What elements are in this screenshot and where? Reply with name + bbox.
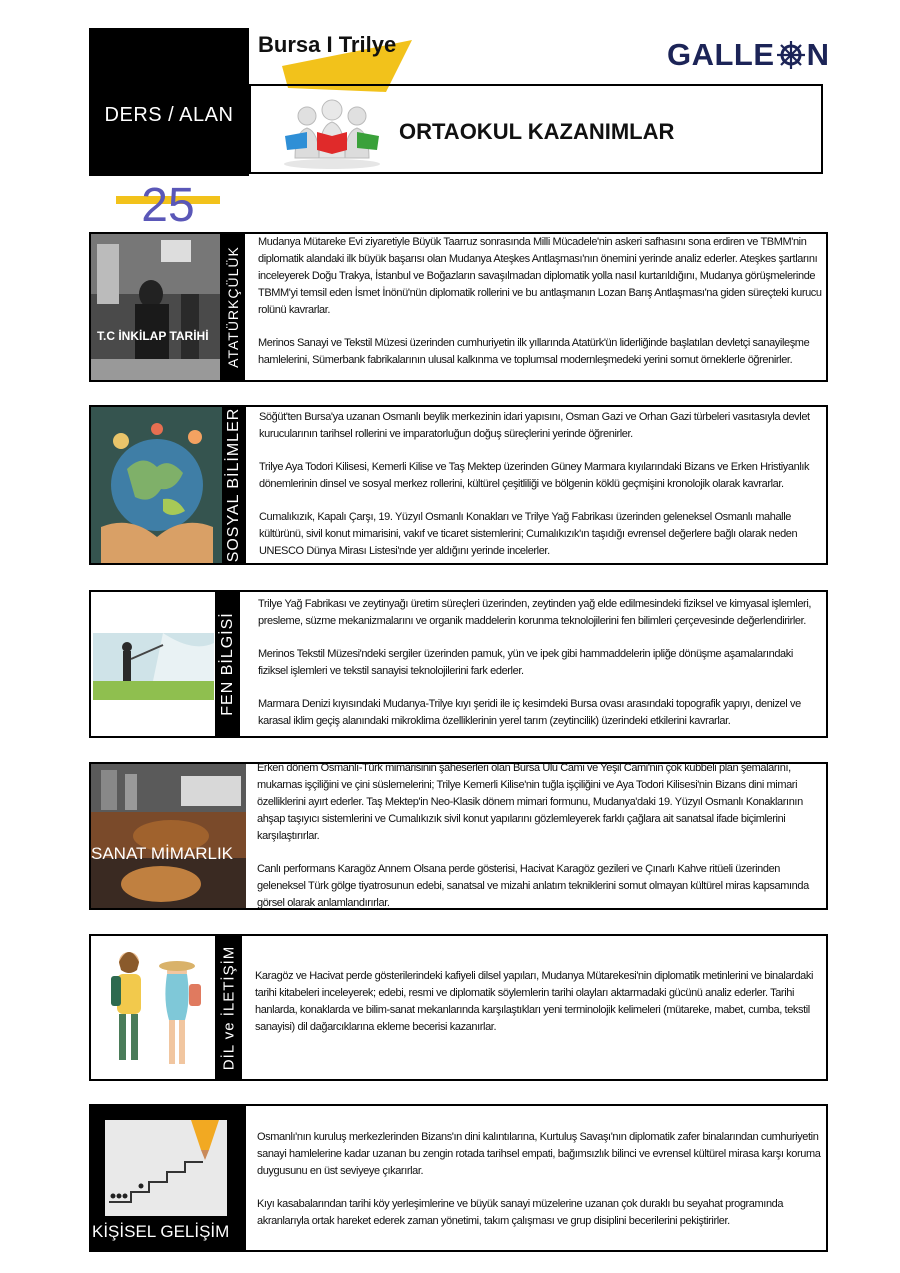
section-label-bar	[215, 592, 240, 736]
section-text	[259, 409, 824, 560]
subtitle-box	[249, 84, 823, 174]
art-collage-photo	[91, 764, 246, 908]
paragraph: Marmara Denizi kıyısındaki Mudanya-Trilye kıyı şeridi ile iç kesimdeki Bursa ovası arasındaki topografik yapıyı, denizel ve karasal iklim geçiş alanındaki mikroklima özelliklerinin yerel tarım (zeytincilik) üzerindeki etkilerini kavrarlar.	[258, 698, 801, 727]
paragraph: Trilye Yağ Fabrikası ve zeytinyağı üretim süreçleri üzerinden, zeytinden yağ elde edilmesindeki fiziksel ve kimyasal işlemleri, presleme, süzme mekanizmalarını ve organik maddelerin korunma teknolojilerini fen bilimleri çerçevesinde değerlendirirler.	[258, 598, 812, 627]
galleon-logo	[667, 37, 829, 73]
section-text	[255, 968, 823, 1036]
section-label: FEN BİLGİSİ	[218, 612, 236, 716]
section-sosyal-bilimler	[89, 405, 828, 565]
section-dil-iletisim	[89, 934, 828, 1081]
globe-illustration-image	[91, 407, 222, 563]
section-label-bar	[215, 936, 242, 1079]
section-caption: T.C İNKİLAP TARİHİ	[97, 329, 209, 343]
number-badge	[116, 179, 220, 232]
paragraph: Merinos Tekstil Müzesi'ndeki sergiler üzerinden pamuk, yün ve ipek gibi hammaddelerin ipliğe dönüşme aşamalarındaki fiziksel işlemleri ve tekstil sanayisi teknolojilerini fark ederler.	[258, 648, 793, 677]
art-collage-image	[91, 764, 246, 908]
section-label: DİL ve İLETİŞİM	[220, 945, 237, 1070]
paragraph: Mudanya Mütareke Evi ziyaretiyle Büyük Taarruz sonrasında Milli Mücadele'nin askeri safhasını sona erdiren ve TBMM'nin diplomatik alandaki ilk büyük başarısı olan Mudanya Ateşkes Antlaşması'nın önemini yerinde analiz ederler. Ateşkes şartlarını inceleyerek Doğu Trakya, İstanbul ve Boğazların savaşılmadan diplomatik yolla nasıl kurtarıldığını, Mudanya görüşmelerinde TBMM'yi temsil eden İsmet İnönü'nün diplomatik rollerini ve bu antlaşmanın Lozan Barış Antlaşması'na giden süreçteki kurucu rolünü kavrarlar.	[258, 236, 822, 316]
section-text	[257, 1129, 823, 1230]
section-label: SOSYAL BİLİMLER	[225, 407, 242, 563]
paragraph: Osmanlı'nın kuruluş merkezlerinden Bizans'ın dini kalıntılarına, Kurtuluş Savaşı'nın diplomatik zafer binalarından cumhuriyetin sanayi hamlelerine kadar uzanan bu zengin rotada tarihsel empati, bağımsızlık bilinci ve evrensel kültürel mirasa karşı koruma duygusunu en üst seviyeye çıkarırlar.	[257, 1131, 821, 1177]
section-label: ATATÜRKÇÜLÜK	[224, 246, 241, 368]
paragraph: Trilye Aya Todori Kilisesi, Kemerli Kilise ve Taş Mektep üzerinden Güney Marmara kıyılarındaki Bizans ve Erken Hristiyanlık dönemlerinin dinsel ve sosyal merkez rollerini, kültürel çeşitliliği ve bölgenin köklü geçmişini kronolojik olarak kavrarlar.	[259, 461, 810, 490]
paragraph: Karagöz ve Hacivat perde gösterilerindeki kafiyeli dilsel yapıları, Mudanya Mütarekesi'nin diplomatik metinlerini ve binalardaki tarihi kitabeleri inceleyerek; edebi, resmi ve diplomatik söylemlerin tarihi olayları aktarmadaki gücünü analiz ederler. Tarihi hanlarda, konaklarda ve bilim-sanat mekanlarında karşılaştıkları yeni terminolojik kelimeleri (mütareke, mabet, cumba, tekstil sanayisi) dil dağarcıklarına ekleme becerisi kazanırlar.	[255, 970, 814, 1033]
science-photo-image	[93, 633, 214, 700]
section-label-bar	[222, 407, 246, 563]
logo-text-left: GALLE	[667, 37, 775, 72]
reading-figures-icon	[277, 92, 387, 170]
section-caption: KİŞİSEL GELİŞİM	[92, 1222, 230, 1241]
ship-wheel-icon	[776, 40, 806, 70]
subject-label-block	[89, 28, 249, 176]
travelers-illustration	[93, 940, 211, 1078]
page-number: 25	[141, 179, 195, 232]
science-photo	[93, 633, 214, 700]
travelers-illustration-image	[93, 940, 211, 1078]
section-text	[258, 596, 824, 730]
section-caption: SANAT MİMARLIK	[91, 844, 234, 863]
page-title: Bursa I Trilye	[258, 32, 397, 57]
paragraph: Kıyı kasabalarından tarihi köy yerleşimlerine ve büyük sanayi müzelerine uzanan çok duraklı bu seyahat programında akranlarıyla ortak hareket ederek zaman yönetimi, takım çalışması ve grup disiplini becerilerini pekiştirirler.	[257, 1198, 784, 1227]
paragraph: Söğüt'ten Bursa'ya uzanan Osmanlı beylik merkezinin idari yapısını, Osman Gazi ve Orhan Gazi türbeleri vasıtasıyla devlet kurucularının tarihsel rollerini ve imparatorluğun doğuş süreçlerini yerinde öğrenirler.	[259, 411, 810, 440]
section-fen-bilgisi	[89, 590, 828, 738]
page-subtitle: ORTAOKUL KAZANIMLAR	[399, 119, 675, 144]
section-sanat-mimarlik	[89, 762, 828, 910]
section-ataturkculuk	[89, 232, 828, 382]
subject-label: DERS / ALAN	[104, 104, 234, 126]
section-text	[258, 234, 824, 369]
paragraph: Canlı performans Karagöz Annem Olsana perde gösterisi, Hacivat Karagöz gezileri ve Çınarlı Kahve ritüeli üzerinden geleneksel Türk gölge tiyatrosunun edebi, sanatsal ve mizahi anlatım tekniklerini somut olmayan kültürel miras kapsamında görsel olarak anlamlandırırlar.	[257, 863, 809, 909]
globe-illustration	[91, 407, 222, 563]
section-text	[257, 760, 825, 912]
paragraph: Merinos Sanayi ve Tekstil Müzesi üzerinden cumhuriyetin ilk yıllarında Atatürk'ün liderliğinde başlatılan devletçi sanayileşme hamlelerini, Sümerbank fabrikalarının ulusal kalkınma ve toplumsal modernleşmedeki yerini somut örneklerle öğrenirler.	[258, 337, 810, 366]
paragraph: Cumalıkızık, Kapalı Çarşı, 19. Yüzyıl Osmanlı Konakları ve Trilye Yağ Fabrikası üzerinden geleneksel Osmanlı mahalle kültürünü, sivil konut mimarisini, vakıf ve ticaret sistemlerini; Cumalıkızık'ın taşıdığı evrensel değerlere bağlı olarak neden UNESCO Dünya Mirası Listesi'nde yer aldığını yerinde incelerler.	[259, 511, 798, 557]
historic-photo	[91, 234, 220, 380]
paragraph: Erken dönem Osmanlı-Türk mimarisinin şaheserleri olan Bursa Ulu Cami ve Yeşil Cami'nin çok kubbeli plan şemalarını, mukarnas işçiliğini ve çini süslemelerini; Trilye Kemerli Kilise'nin tuğla işçiliğini ve Aya Todori Kilisesi'nin Bizans dini mimari özelliklerini ayırt ederler. Taş Mektep'in Neo-Klasik dönem mimari formunu, Mudanya'daki 19. Yüzyıl Osmanlı Konaklarının ahşap taşıyıcı sistemlerini ve Cumalıkızık sivil konut yapılarını gözlemleyerek farklı çağlara ait sanatsal ifade biçimlerini karşılaştırırlar.	[257, 762, 803, 842]
section-kisisel-gelisim	[89, 1104, 828, 1252]
logo-text-right: N	[806, 37, 830, 72]
historic-photo-image	[91, 234, 220, 380]
section-label-bar	[220, 234, 245, 380]
